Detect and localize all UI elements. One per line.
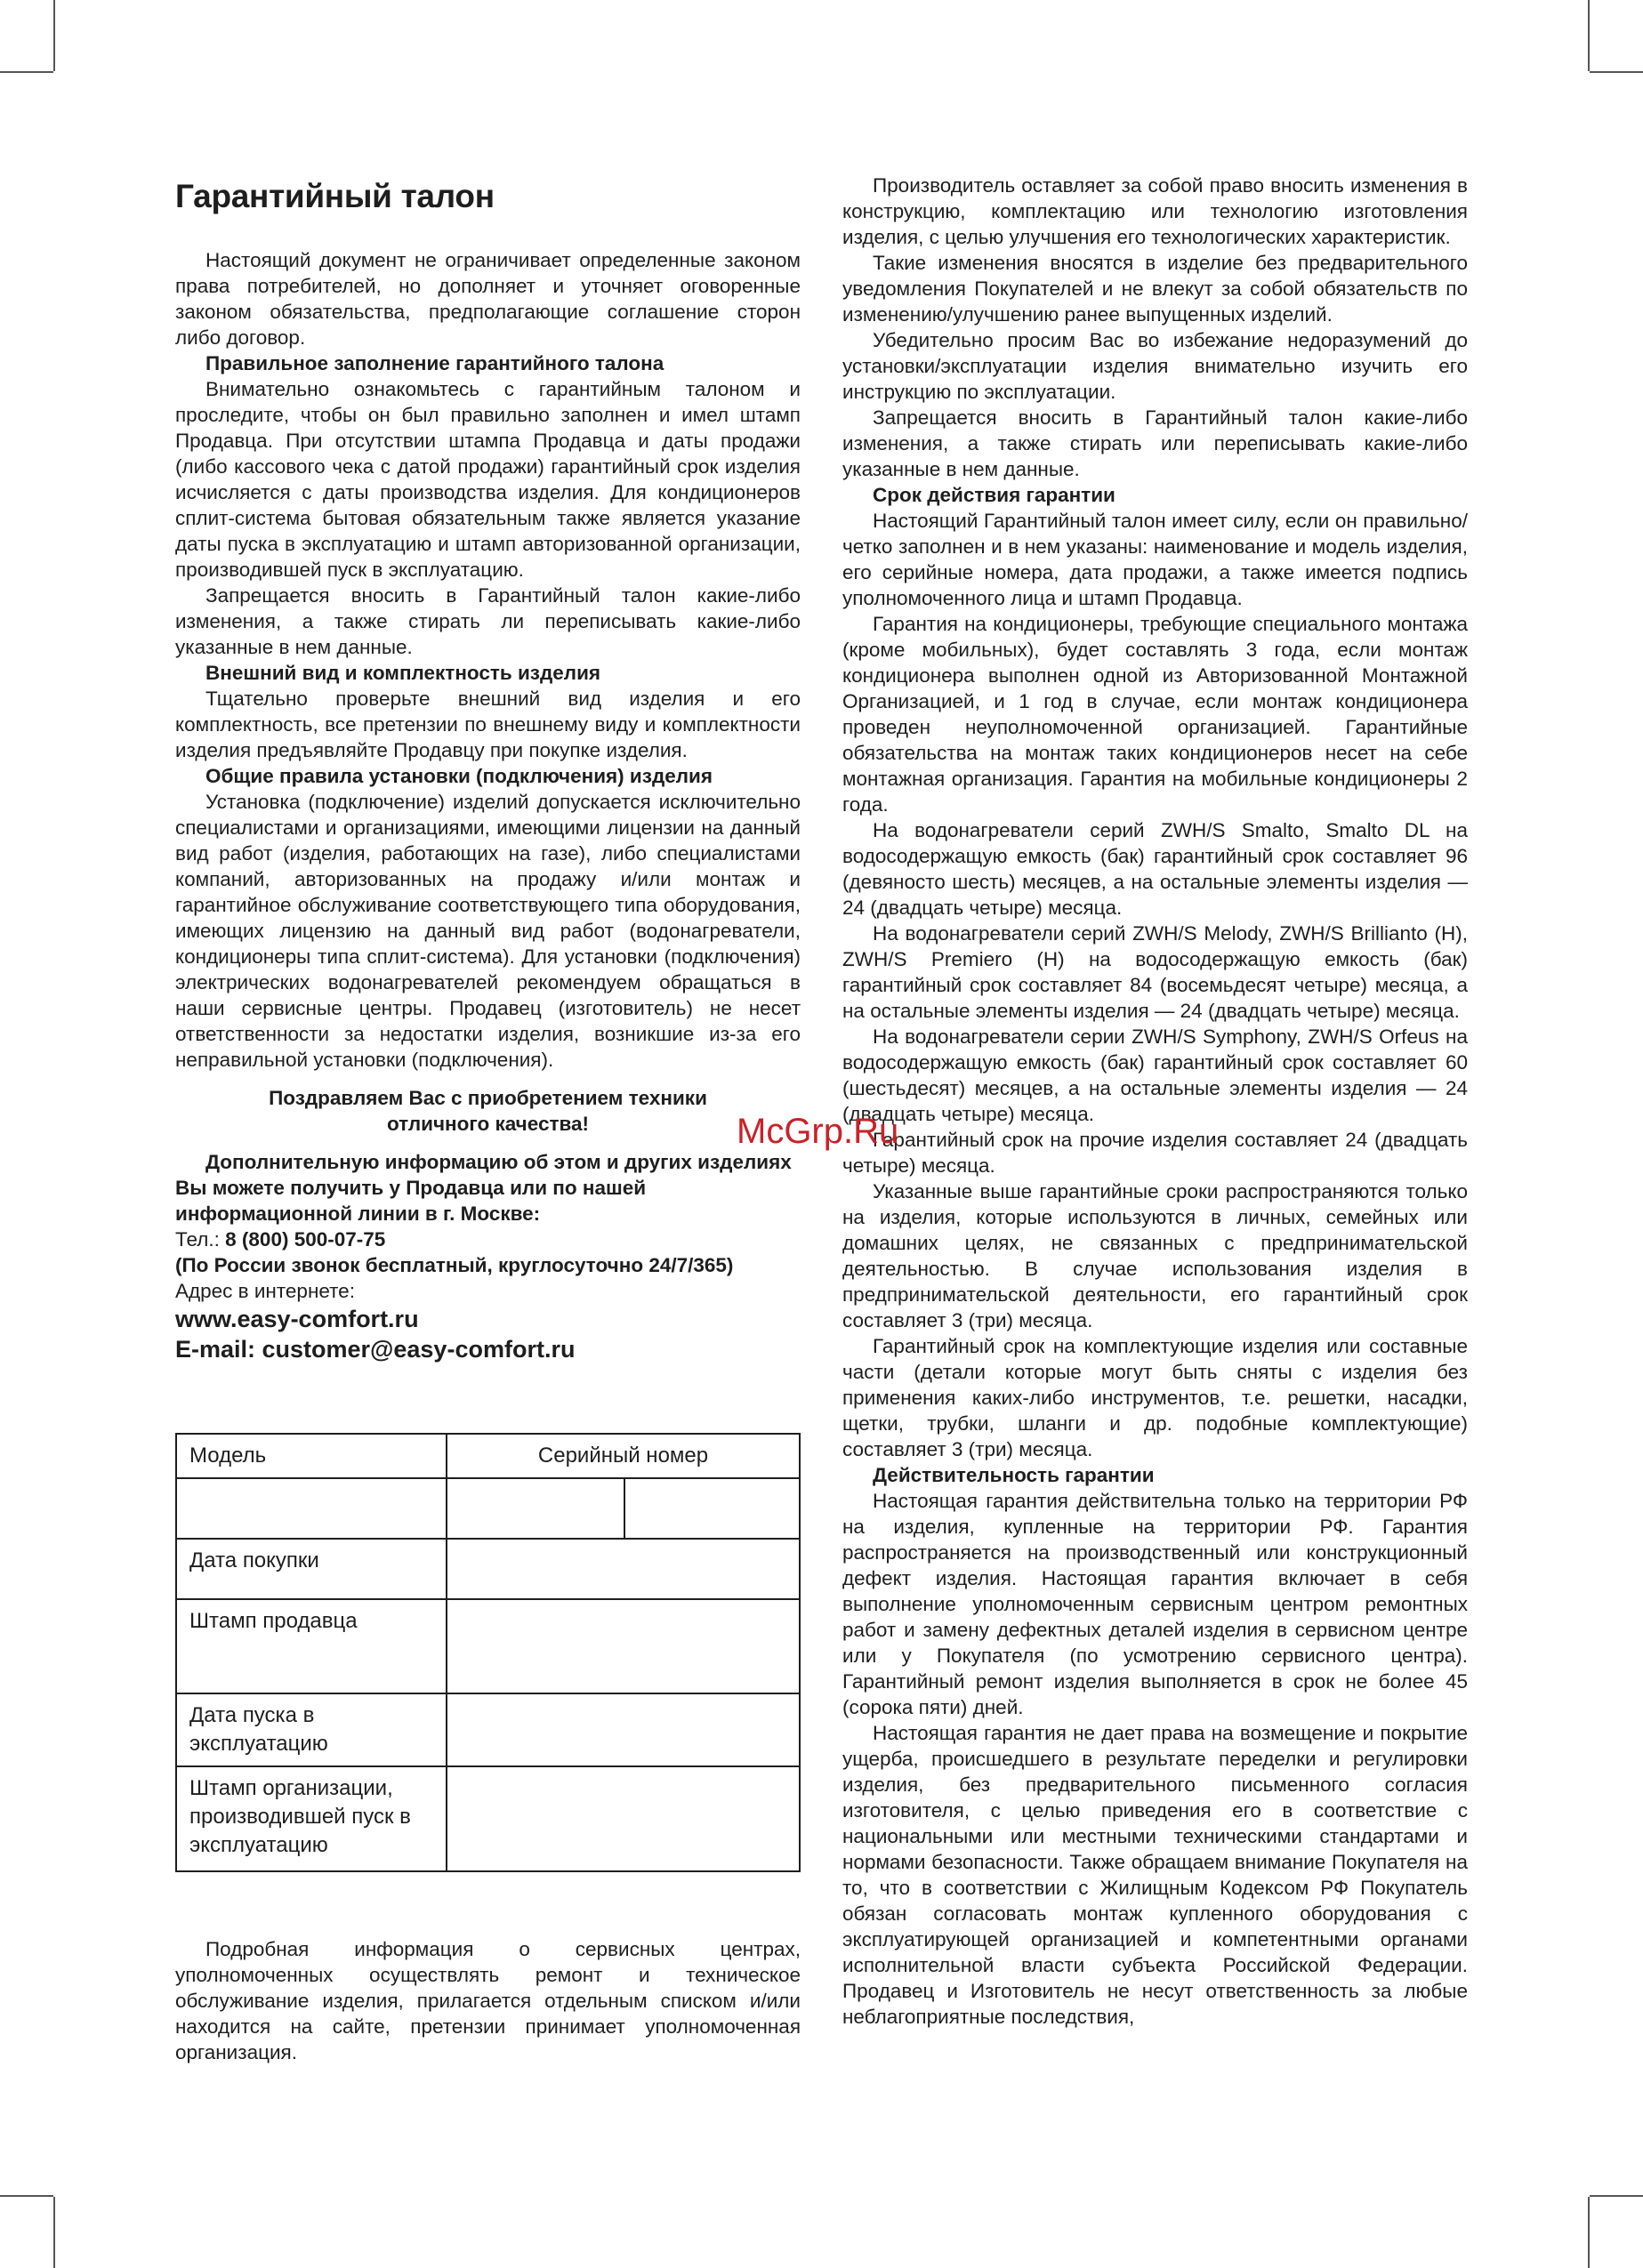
intro-paragraph: Настоящий документ не ограничивает определенные законом права потребителей, но дополняет и уточняет оговоренные законом обязательства, предполагающие соглашение сторон либо договор.	[175, 249, 801, 349]
crop-mark	[1590, 71, 1643, 73]
paragraph: Гарантийный срок на комплектующие изделия или составные части (детали которые могут быть сняты с изделия без применения каких-либо инструментов, т.е. решетки, насадки, щетки, трубки, шланги и др. подобные комплектующие) составляет 3 (три) месяца.	[842, 1335, 1468, 1460]
paragraph: На водонагреватели серий ZWH/S Melody, ZWH/S Brillianto (H), ZWH/S Premiero (H) на водосодержащую емкость (бак) гарантийный срок составляет 84 (восемьдесят четыре) месяца, а на остальные элементы изделия — 24 (двадцать четыре) месяца.	[842, 922, 1468, 1022]
phone-line	[175, 1226, 801, 1252]
paragraph: Указанные выше гарантийные сроки распространяются только на изделия, которые используются в личных, семейных или домашних целях, не связанных с предпринимательской деятельностью. В случае использования изделия в предпринимательской деятельности, его гарантийный срок составляет 3 (три) месяца.	[842, 1180, 1468, 1331]
paragraph: Гарантийный срок на прочие изделия составляет 24 (двадцать четыре) месяца.	[842, 1129, 1468, 1177]
paragraph: Убедительно просим Вас во избежание недоразумений до установки/эксплуатации изделия внимательно изучить его инструкцию по эксплуатации.	[842, 329, 1468, 403]
congrats-text	[175, 1085, 801, 1137]
org-stamp-field[interactable]	[447, 1766, 800, 1871]
model-label: Модель	[176, 1434, 447, 1478]
section-heading: Внешний вид и комплектность изделия	[205, 662, 601, 684]
congrats-line: отличного качества!	[386, 1113, 590, 1135]
paragraph: Настоящая гарантия действительна только на территории РФ на изделия, купленные на территории РФ. Гарантия распространяется на производственный или конструкционный дефект изделия. Настоящая гарантия включает в себя выполнение уполномоченным сервисным центром ремонтных работ и замену дефектных деталей изделия в сервисном центре или у Покупателя (по усмотрению сервисного центра). Гарантийный ремонт изделия выполняется в срок не более 45 (сорока пяти) дней.	[842, 1490, 1468, 1718]
seller-stamp-field[interactable]	[447, 1599, 800, 1693]
crop-mark	[53, 0, 55, 71]
congrats-line: Поздравляем Вас с приобретением техники	[269, 1087, 707, 1109]
email-link[interactable]: E-mail: customer@easy-comfort.ru	[175, 1336, 576, 1363]
watermark-logo: McGrp.Ru	[737, 1112, 899, 1151]
website-link[interactable]: www.easy-comfort.ru	[175, 1306, 419, 1332]
paragraph: Такие изменения вносятся в изделие без предварительного уведомления Покупателей и не влекут за собой обязательств по изменению/улучшению ранее выпущенных изделий.	[842, 252, 1468, 326]
phone-note: (По России звонок бесплатный, круглосуточно 24/7/365)	[175, 1254, 734, 1276]
paragraph: Внимательно ознакомьтесь с гарантийным талоном и проследите, чтобы он был правильно заполнен и имел штамп Продавца. При отсутствии штампа Продавца и даты продажи (либо кассового чека с датой продажи) гарантийный срок изделия исчисляется с даты производства изделия. Для кондиционеров сплит-система бытовая обязательным также является указание даты пуска в эксплуатацию и штамп авторизованной организации, производившей пуск в эксплуатацию.	[175, 378, 801, 581]
section-heading: Действительность гарантии	[873, 1464, 1155, 1486]
paragraph: Запрещается вносить в Гарантийный талон какие-либо изменения, а также стирать ли переписывать какие-либо указанные в нем данные.	[175, 584, 801, 658]
serial-field[interactable]	[447, 1478, 624, 1539]
crop-mark	[1588, 2197, 1590, 2268]
paragraph: Настоящий Гарантийный талон имеет силу, если он правильно/четко заполнен и в нем указаны: наименование и модель изделия, его серийные номера, дата продажи, а также имеется подпись уполномоченного лица и штамп Продавца.	[842, 510, 1468, 609]
right-column	[842, 173, 1468, 2030]
startup-date-label: Дата пуска в эксплуатацию	[176, 1693, 447, 1766]
paragraph: Запрещается вносить в Гарантийный талон какие-либо изменения, а также стирать или переписывать какие-либо указанные в нем данные.	[842, 406, 1468, 480]
phone-number[interactable]: 8 (800) 500-07-75	[225, 1228, 386, 1251]
crop-mark	[0, 2195, 53, 2197]
paragraph: Гарантия на кондиционеры, требующие специального монтажа (кроме мобильных), будет составлять 3 года, если монтаж кондиционера выполнен одной из Авторизованной Монтажной Организацией, и 1 год в случае, если монтаж кондиционера проведен неуполномоченной организацией. Гарантийные обязательства на монтаж таких кондиционеров несет на себе монтажная организация. Гарантия на мобильные кондиционеры 2 года.	[842, 613, 1468, 816]
info-text: Дополнительную информацию об этом и других изделиях Вы можете получить у Продавца или по нашей информационной линии в г. Москве:	[175, 1151, 792, 1225]
serial-label: Серийный номер	[447, 1434, 800, 1478]
model-field[interactable]	[176, 1478, 447, 1539]
section-heading: Общие правила установки (подключения) изделия	[205, 765, 713, 787]
left-column	[175, 247, 801, 1364]
crop-mark	[53, 2197, 55, 2268]
serial-field[interactable]	[624, 1478, 800, 1539]
crop-mark	[1590, 2195, 1643, 2197]
seller-stamp-label: Штамп продавца	[176, 1599, 447, 1693]
startup-date-field[interactable]	[447, 1693, 800, 1766]
service-note: Подробная информация о сервисных центрах, уполномоченных осуществлять ремонт и техническое обслуживание изделия, прилагается отдельным списком и/или находится на сайте, претензии принимает уполномоченная организация.	[175, 1938, 801, 2063]
address-label: Адрес в интернете:	[175, 1280, 355, 1302]
org-stamp-label: Штамп организации, производившей пуск в эксплуатацию	[176, 1766, 447, 1871]
phone-label: Тел.:	[175, 1228, 220, 1251]
purchase-date-label: Дата покупки	[176, 1539, 447, 1599]
crop-mark	[1588, 0, 1590, 71]
paragraph: Установка (подключение) изделий допускается исключительно специалистами и организациями, имеющими лицензии на данный вид работ (изделия, работающих на газе), либо специалистами компаний, авторизованных на продажу и/или монтаж и гарантийное обслуживание соответствующего типа оборудования, имеющих лицензию на данный вид работ (водонагреватели, кондиционеры типа сплит-система). Для установки (подключения) электрических водонагревателей рекомендуем обращаться в наши сервисные центры. Продавец (изготовитель) не несет ответственности за недостатки изделия, возникшие из-за его неправильной установки (подключения).	[175, 791, 801, 1071]
paragraph: Настоящая гарантия не дает права на возмещение и покрытие ущерба, происшедшего в результате переделки и регулировки изделия, без предварительного письменного согласия изготовителя, с целью приведения его в соответствие с национальными или местными техническими стандартами и нормами безопасности. Также обращаем внимание Покупателя на то, что в соответствии с Жилищным Кодексом РФ Покупатель обязан согласовать монтаж купленного оборудования с эксплуатирующей организацией и компетентными органами исполнительной власти субъекта Российской Федерации. Продавец и Изготовитель не несут ответственность за любые неблагоприятные последствия,	[842, 1722, 1468, 2028]
purchase-date-field[interactable]	[447, 1539, 800, 1599]
paragraph: На водонагреватели серии ZWH/S Symphony, ZWH/S Orfeus на водосодержащую емкость (бак) гарантийный срок составляет 60 (шестьдесят) месяцев, а на остальные элементы изделия — 24 (двадцать четыре) месяца.	[842, 1025, 1468, 1125]
crop-mark	[0, 71, 53, 73]
paragraph: На водонагреватели серий ZWH/S Smalto, Smalto DL на водосодержащую емкость (бак) гарантийный срок составляет 96 (девяносто шесть) месяцев, а на остальные элементы изделия — 24 (двадцать четыре) месяца.	[842, 819, 1468, 919]
paragraph: Тщательно проверьте внешний вид изделия и его комплектность, все претензии по внешнему виду и комплектности изделия предъявляйте Продавцу при покупке изделия.	[175, 688, 801, 761]
page-title: Гарантийный талон	[175, 178, 495, 214]
section-heading: Срок действия гарантии	[873, 484, 1115, 506]
warranty-table	[175, 1433, 801, 1872]
paragraph: Производитель оставляет за собой право вносить изменения в конструкцию, комплектацию или технологию изготовления изделия, с целью улучшения его технологических характеристик.	[842, 174, 1468, 248]
section-heading: Правильное заполнение гарантийного талона	[205, 352, 664, 374]
